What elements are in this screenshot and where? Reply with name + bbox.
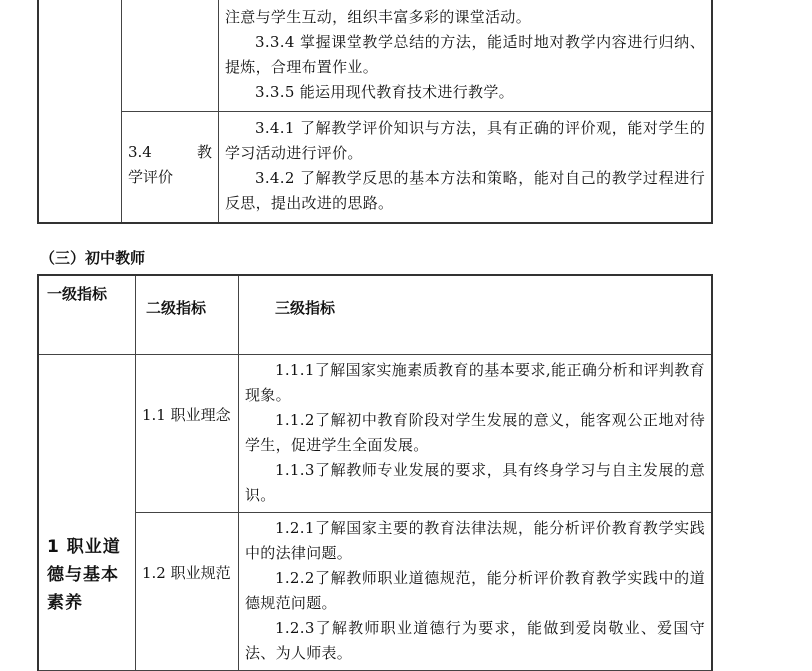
indicator-text: 1.1.2了解初中教育阶段对学生发展的意义，能客观公正地对待学生，促进学生全面发展。 <box>245 411 705 454</box>
header-level3: 三级指标 <box>239 275 713 355</box>
level2-cell <box>122 112 219 224</box>
header-level2: 二级指标 <box>136 275 239 355</box>
level2-cell: 1.1 职业理念 <box>136 355 239 513</box>
indicator-text: 1.2.3了解教师职业道德行为要求，能做到爱岗敬业、爱国守法、为人师表。 <box>245 619 705 662</box>
level3-cell <box>239 355 713 513</box>
level2-cell: 1.2 职业规范 <box>136 513 239 671</box>
level2-label-part: 学评价 <box>128 168 174 186</box>
level1-cell-continued <box>38 0 122 223</box>
section-heading: （三）初中教师 <box>40 249 146 267</box>
indicator-text: 1.2.2了解教师职业道德规范，能分析评价教育教学实践中的道德规范问题。 <box>245 569 705 612</box>
table-row <box>38 513 712 671</box>
indicator-text: 1.1.3了解教师专业发展的要求，具有终身学习与自主发展的意识。 <box>245 461 705 504</box>
indicator-text: 3.3.5 能运用现代教育技术进行教学。 <box>255 83 514 101</box>
level2-label-number: 3.4 <box>128 143 152 161</box>
header-level1: 一级指标 <box>38 275 136 355</box>
level2-label-part: 教 <box>196 143 212 161</box>
level2-cell-continued <box>122 0 219 112</box>
indicator-text: 3.3.4 掌握课堂教学总结的方法，能适时地对教学内容进行归纳、提炼，合理布置作业。 <box>225 33 705 76</box>
indicator-text: 注意与学生互动，组织丰富多彩的课堂活动。 <box>225 8 532 26</box>
upper-standards-table <box>37 0 713 224</box>
level2-label-line <box>128 140 212 165</box>
table-row <box>38 112 712 224</box>
junior-teacher-standards-table <box>37 274 713 671</box>
level1-cell: 1 职业道德与基本素养 <box>38 355 136 671</box>
indicator-text: 3.4.2 了解教学反思的基本方法和策略，能对自己的教学过程进行反思，提出改进的思路。 <box>225 169 705 212</box>
table-header-row <box>38 275 712 355</box>
table-row <box>38 355 712 513</box>
table-row <box>38 0 712 112</box>
indicator-text: 3.4.1 了解教学评价知识与方法，具有正确的评价观，能对学生的学习活动进行评价。 <box>225 119 705 162</box>
level3-cell <box>219 0 713 112</box>
indicator-text: 1.2.1了解国家主要的教育法律法规，能分析评价教育教学实践中的法律问题。 <box>245 519 705 562</box>
level3-cell <box>219 112 713 224</box>
level3-cell <box>239 513 713 671</box>
indicator-text: 1.1.1了解国家实施素质教育的基本要求,能正确分析和评判教育现象。 <box>245 361 705 404</box>
